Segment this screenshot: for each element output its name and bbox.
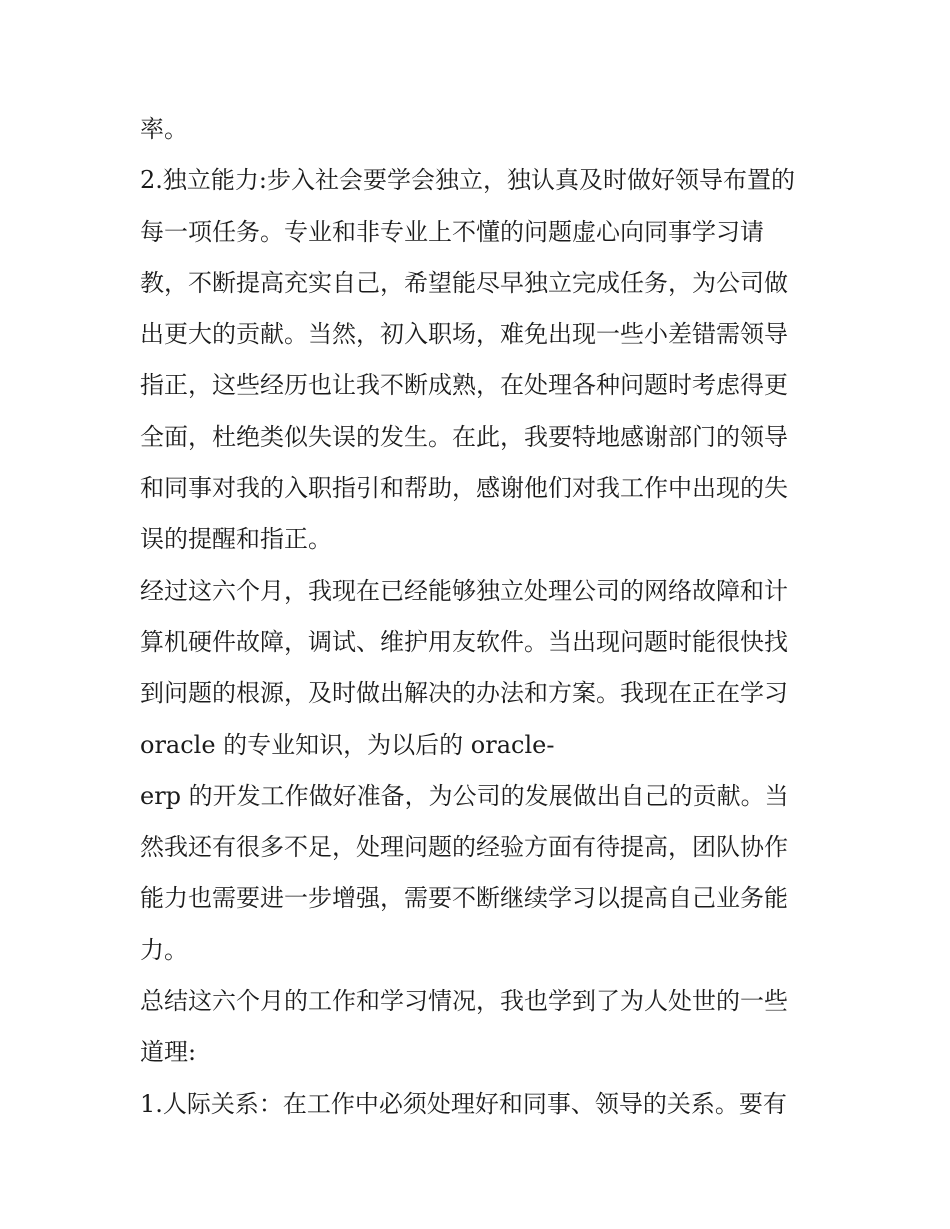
text-line: 教，不断提高充实自己，希望能尽早独立完成任务，为公司做 (140, 268, 788, 297)
text-line: 出更大的贡献。当然，初入职场，难免出现一些小差错需领导 (140, 320, 788, 349)
body-text (140, 104, 820, 1130)
text-line: 能力也需要进一步增强，需要不断继续学习以提高自己业务能 (140, 884, 788, 913)
text-line: 1.人际关系：在工作中必须处理好和同事、领导的关系。要有 (140, 1089, 787, 1118)
text-line: oracle 的专业知识，为以后的 oracle- (140, 730, 555, 759)
text-line: 然我还有很多不足，处理问题的经验方面有待提高，团队协作 (140, 833, 788, 862)
text-line: erp 的开发工作做好准备，为公司的发展做出自己的贡献。当 (140, 781, 789, 810)
text-line: 每一项任务。专业和非专业上不懂的问题虚心向同事学习请 (140, 217, 764, 246)
text-line: 指正，这些经历也让我不断成熟，在处理各种问题时考虑得更 (140, 371, 788, 400)
text-line: 算机硬件故障，调试、维护用友软件。当出现问题时能很快找 (140, 627, 788, 656)
text-line: 力。 (140, 935, 188, 964)
text-line: 道理: (140, 1038, 197, 1067)
text-line: 总结这六个月的工作和学习情况，我也学到了为人处世的一些 (140, 987, 788, 1016)
text-line: 全面，杜绝类似失误的发生。在此，我要特地感谢部门的领导 (140, 422, 788, 451)
text-line: 到问题的根源，及时做出解决的办法和方案。我现在正在学习 (140, 679, 788, 708)
text-line: 率。 (140, 115, 188, 143)
text-line: 2.独立能力:步入社会要学会独立，独认真及时做好领导布置的 (140, 166, 795, 195)
text-line: 经过这六个月，我现在已经能够独立处理公司的网络故障和计 (140, 576, 788, 605)
text-line: 误的提醒和指正。 (140, 525, 332, 554)
text-line: 和同事对我的入职指引和帮助，感谢他们对我工作中出现的失 (140, 474, 788, 503)
